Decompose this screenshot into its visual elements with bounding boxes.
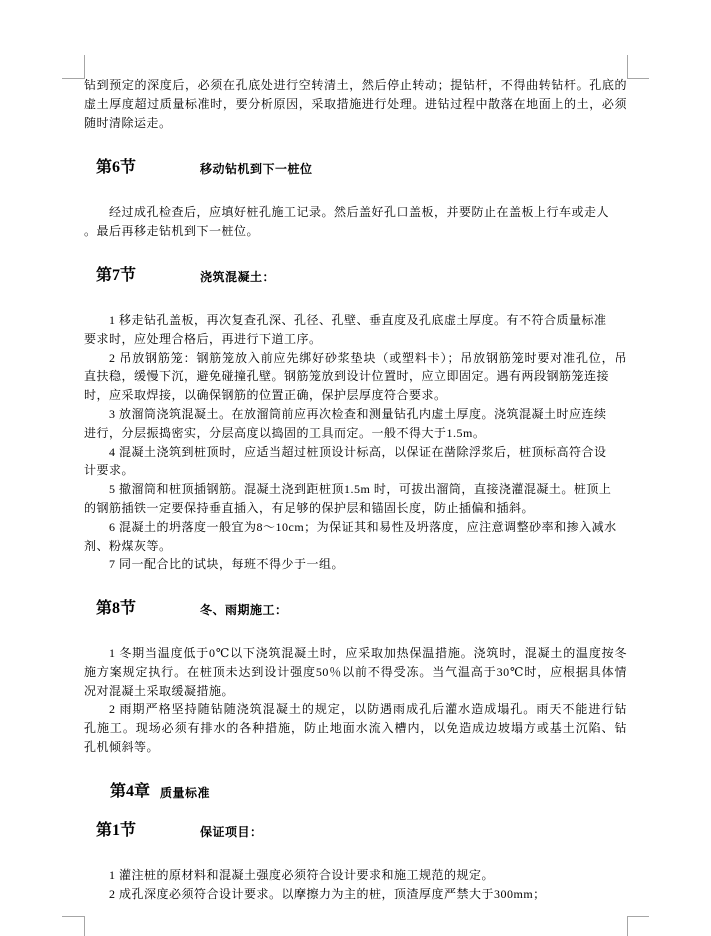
list-item-line: 孔施工。现场必须有排水的各种措施，防止地面水流入槽内，以免造成边坡塌方或基土沉陷、钻 (84, 721, 627, 736)
list-item-line: 1 移走钻孔盖板，再次复查孔深、孔径、孔壁、垂直度及孔底虚土厚度。有不符合质量标准 (109, 313, 607, 327)
crop-mark-bottom-right-vertical (627, 916, 628, 936)
list-item-line: 5 撤溜筒和桩顶插钢筋。混凝土浇到距桩顶1.5m 时，可拔出溜筒，直接浇灌混凝土。桩顶上 (109, 482, 612, 497)
list-item-line: 4 混凝土浇筑到桩顶时，应适当超过桩顶设计标高，以保证在凿除浮浆后，桩顶标高符合设 (109, 444, 607, 459)
paragraph-line: 经过成孔检查后，应填好桩孔施工记录。然后盖好孔口盖板，并要防止在盖板上行车或走人 (109, 205, 610, 219)
paragraph-line: 钻到预定的深度后，必须在孔底处进行空转清土，然后停止转动；提钻杆，不得曲转钻杆。孔底的 (84, 78, 627, 92)
list-item-line: 孔机倾斜等。 (84, 739, 160, 754)
chapter-number: 第4章 (110, 783, 151, 800)
list-item-line: 2 雨期严格坚持随钻随浇筑混凝土的规定，以防遇雨成孔后灌水造成塌孔。雨天不能进行钻 (109, 702, 627, 717)
list-item-line: 2 吊放钢筋笼：钢筋笼放入前应先绑好砂浆垫块（或塑料卡）；吊放钢筋笼时要对准孔位，吊 (109, 350, 627, 365)
chapter-title: 质量标准 (160, 786, 211, 800)
crop-mark-top-right-vertical (627, 55, 628, 79)
list-item-line: 时，应采取焊接，以确保钢筋的位置正确，保护层厚度符合要求。 (84, 388, 447, 403)
section-title: 冬、雨期施工： (200, 603, 288, 617)
section-title: 浇筑混凝土： (200, 270, 276, 284)
crop-mark-bottom-left-horizontal (62, 916, 84, 917)
list-item-line: 6 混凝土的坍落度一般宜为8～10cm；为保证其和易性及坍落度，应注意调整砂率和掺入减水 (109, 519, 617, 534)
list-item-line: 直扶稳，缓慢下沉，避免碰撞孔壁。钢筋笼放到设计位置时，应立即固定。遇有两段钢筋笼连接 (84, 369, 610, 384)
section-6-paragraph (84, 203, 627, 241)
list-item-line: 进行，分层振捣密实，分层高度以捣固的工具而定。一般不得大于1.5m。 (84, 425, 486, 440)
list-item-line: 1 灌注桩的原材料和混凝土强度必须符合设计要求和施工规范的规定。 (109, 868, 495, 882)
section-heading-7 (0, 265, 711, 289)
list-item-line: 要求时，应处理合格后，再进行下道工序。 (84, 331, 322, 346)
list-item-line: 计要求。 (84, 463, 135, 478)
section-1-list (84, 866, 627, 904)
section-heading-6 (0, 157, 711, 181)
list-item-line: 3 放溜筒浇筑混凝土。在放溜筒前应再次检查和测量钻孔内虚土厚度。浇筑混凝土时应连续 (109, 406, 607, 421)
section-7-list (84, 311, 627, 574)
list-item-line: 剂、粉煤灰等。 (84, 538, 172, 553)
list-item-line: 1 冬期当温度低于0℃以下浇筑混凝土时，应采取加热保温措施。浇筑时，混凝土的温度按冬 (109, 646, 627, 660)
section-heading-8 (0, 598, 711, 622)
crop-mark-bottom-right-horizontal (627, 916, 649, 917)
crop-mark-top-left-horizontal (62, 78, 84, 79)
section-number: 第7节 (96, 267, 137, 284)
crop-mark-bottom-left-vertical (84, 916, 85, 936)
paragraph-line: 虚土厚度超过质量标准时，要分析原因，采取措施进行处理。进钻过程中散落在地面上的土，必须 (84, 96, 627, 111)
list-item-line: 2 成孔深度必须符合设计要求。以摩擦力为主的桩，顶渣厚度严禁大于300mm； (109, 886, 546, 901)
section-heading-1 (0, 820, 711, 844)
section-number: 第6节 (96, 159, 137, 176)
section-number: 第8节 (96, 600, 137, 617)
section-8-list (84, 644, 627, 757)
continued-paragraph (84, 76, 627, 132)
chapter-heading-4 (0, 781, 711, 805)
section-number: 第1节 (96, 822, 137, 839)
paragraph-line: 。最后再移走钻机到下一桩位。 (84, 223, 260, 238)
section-title: 移动钻机到下一桩位 (200, 162, 313, 176)
list-item-line: 的钢筋插铁一定要保持垂直插入，有足够的保护层和锚固长度，防止插偏和插斜。 (84, 500, 535, 515)
list-item-line: 施方案规定执行。在桩顶未达到设计强度50％以前不得受冻。当气温高于30℃时，应根据具体情 (84, 664, 627, 679)
list-item-line: 况对混凝土采取缓凝措施。 (84, 683, 235, 698)
section-title: 保证项目： (200, 825, 263, 839)
crop-mark-top-right-horizontal (627, 78, 649, 79)
paragraph-line: 随时清除运走。 (84, 115, 172, 130)
list-item-line: 7 同一配合比的试块，每班不得少于一组。 (109, 557, 345, 572)
